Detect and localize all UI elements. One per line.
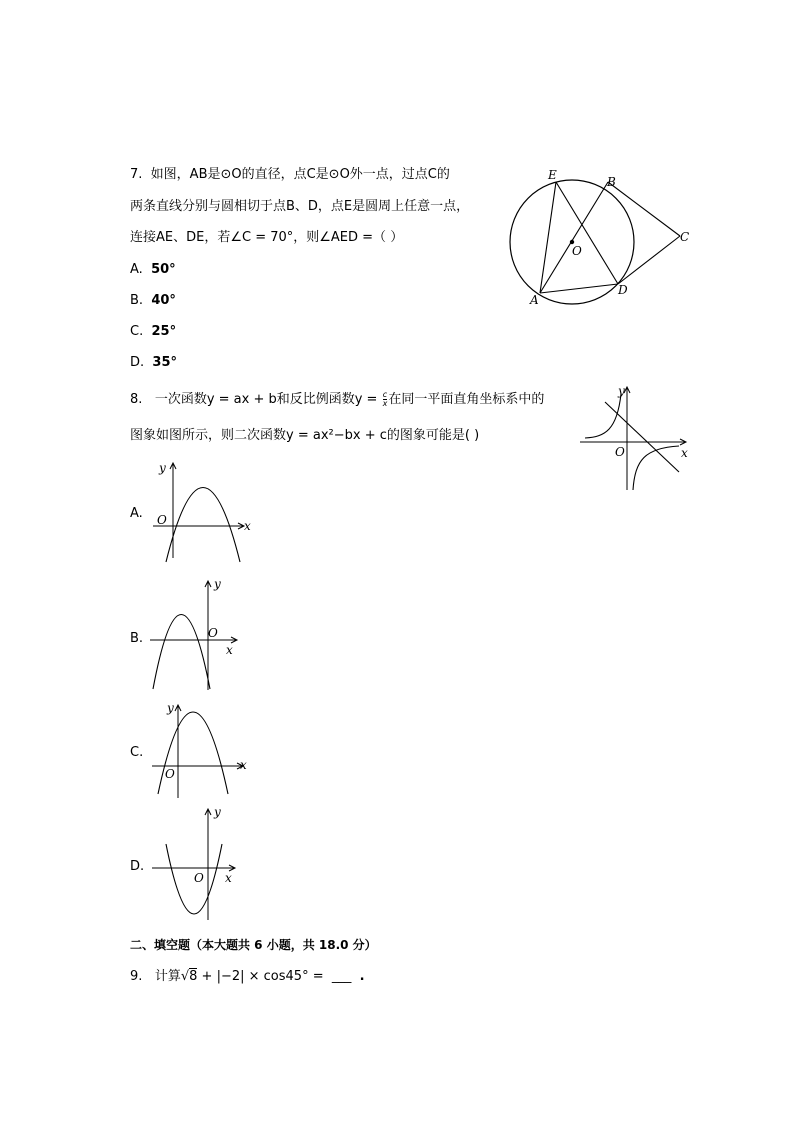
q9-end: .: [359, 969, 365, 984]
q8-line-1: [130, 391, 544, 408]
q8-line-2: 图象如图所示，则二次函数y = ax²−bx + c的图象可能是( ): [130, 428, 480, 443]
label-y: y: [214, 805, 221, 819]
q8-number: 8.: [130, 392, 143, 407]
label-x: x: [225, 871, 232, 885]
label-o: O: [157, 513, 167, 527]
q7-line-3: 连接AE、DE，若∠C = 70°，则∠AED =（ ）: [130, 230, 404, 245]
hyperbola-branch-left: [585, 394, 621, 438]
q7-line-1: [130, 167, 450, 183]
segment-bc: [608, 182, 680, 236]
label-b: B: [607, 175, 616, 189]
q8-text-1b: 在同一平面直角坐标系中的: [388, 392, 545, 407]
q8-option-d-graph[interactable]: [148, 804, 258, 922]
label-x: x: [244, 519, 251, 533]
q7-option-letter: B.: [130, 293, 144, 308]
q7-text-1: 如图，AB是⊙O的直径，点C是⊙O外一点，过点C的: [150, 167, 450, 182]
q7-option-value: 25°: [151, 324, 177, 339]
segment-ad: [540, 284, 618, 293]
label-x: x: [681, 446, 688, 460]
q8-option-d[interactable]: D.: [130, 859, 145, 874]
linear-graph: [605, 402, 679, 472]
q8-option-b-graph[interactable]: [148, 576, 258, 694]
label-d: D: [618, 283, 628, 297]
q7-option-value: 40°: [151, 293, 176, 308]
q8-option-a-graph[interactable]: [148, 458, 258, 566]
q7-number: 7.: [130, 167, 143, 182]
q7-option-b[interactable]: [130, 293, 176, 308]
fraction-numerator: c: [382, 390, 388, 399]
label-y: y: [159, 461, 166, 475]
q7-option-value: 35°: [152, 355, 178, 370]
sqrt-icon: √: [180, 969, 190, 984]
q7-circle-figure: [500, 162, 700, 312]
q7-option-a[interactable]: [130, 262, 176, 277]
parabola: [166, 488, 240, 563]
label-e: E: [548, 168, 557, 182]
q8-option-a[interactable]: A.: [130, 506, 143, 521]
segment-dc: [618, 236, 680, 284]
q7-option-d[interactable]: [130, 355, 177, 370]
segment-ae: [540, 182, 556, 293]
parabola: [158, 712, 228, 794]
q7-option-letter: A.: [130, 262, 143, 277]
q9-line: [130, 969, 365, 985]
label-c: C: [680, 230, 690, 244]
segment-ed: [556, 182, 618, 284]
q8-reference-graph: [575, 382, 695, 494]
q7-option-letter: C.: [130, 324, 144, 339]
q8-option-c[interactable]: C.: [130, 745, 144, 760]
fraction-denominator: x: [382, 399, 388, 408]
q8-fraction: [383, 391, 388, 408]
q7-option-letter: D.: [130, 355, 145, 370]
section-heading: 二、填空题（本大题共 6 小题，共 18.0 分）: [130, 938, 377, 952]
q7-option-c[interactable]: [130, 324, 176, 339]
label-x: x: [226, 643, 233, 657]
segment-ab: [540, 182, 608, 293]
label-y: y: [618, 384, 625, 398]
q9-number: 9.: [130, 969, 143, 984]
q8-text-1a: 一次函数y = ax + b和反比例函数y =: [154, 392, 382, 407]
label-a: A: [530, 293, 539, 307]
q9-expression: + |−2| × cos45° =: [201, 969, 324, 984]
q7-line-2: 两条直线分别与圆相切于点B、D，点E是圆周上任意一点，: [130, 199, 470, 214]
label-o: O: [165, 767, 175, 781]
q9-prefix: 计算: [154, 969, 181, 984]
label-y: y: [167, 701, 174, 715]
label-o: O: [615, 445, 625, 459]
label-x: x: [240, 758, 247, 772]
hyperbola-branch-right: [633, 446, 679, 490]
q8-option-b[interactable]: B.: [130, 631, 144, 646]
q7-option-value: 50°: [151, 262, 176, 277]
q9-radicand: 8: [189, 969, 198, 984]
label-o: O: [208, 626, 218, 640]
label-o: O: [194, 871, 204, 885]
label-o: O: [572, 244, 582, 258]
parabola: [153, 615, 210, 690]
q8-option-c-graph[interactable]: [148, 700, 258, 800]
label-y: y: [214, 577, 221, 591]
q9-answer-blank[interactable]: ___: [331, 969, 352, 984]
